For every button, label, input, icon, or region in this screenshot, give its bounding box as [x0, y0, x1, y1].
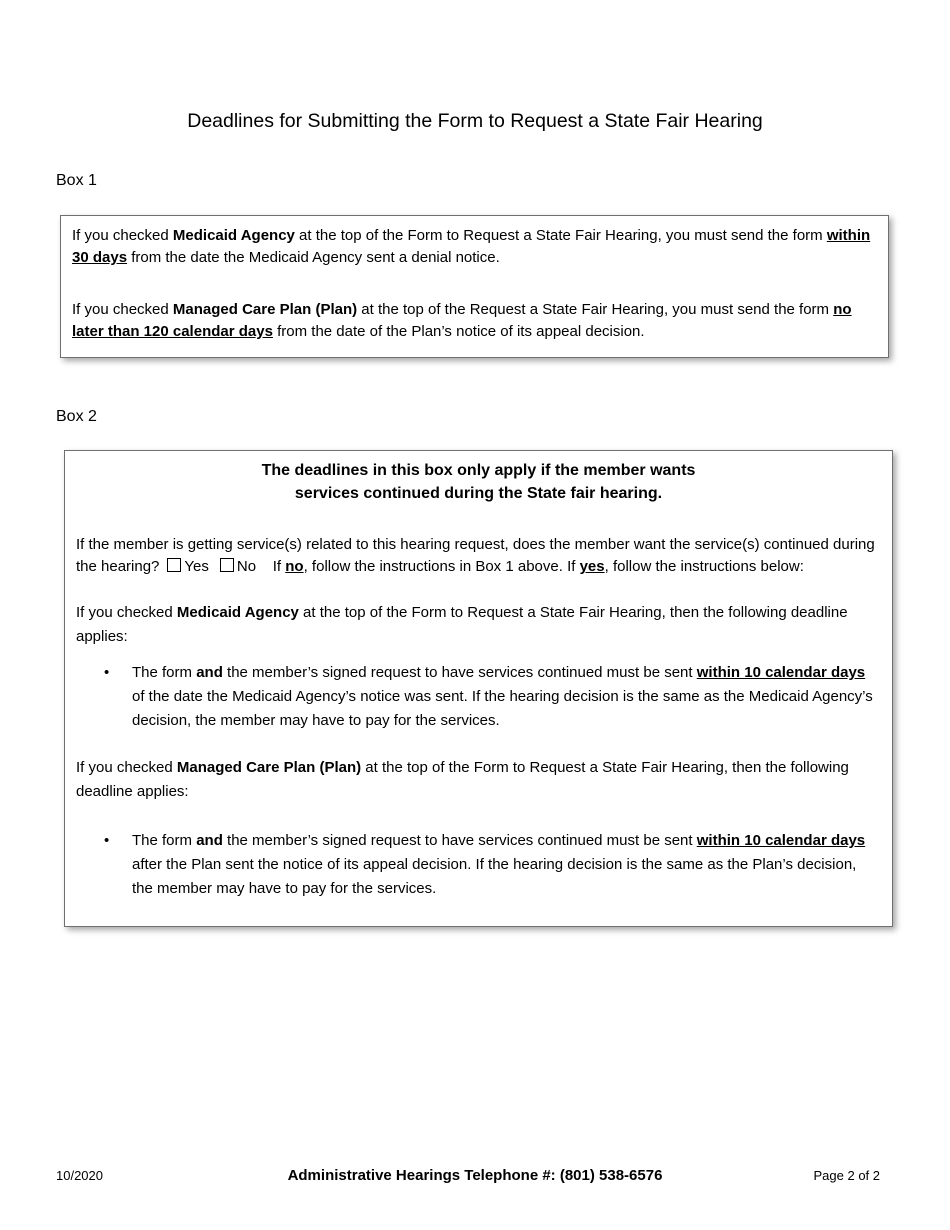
list-item	[76, 661, 881, 733]
text: at the top of the Request a State Fair Hearing, you must send the form	[357, 301, 834, 318]
text: at the top of the Form to Request a State Fair Hearing, then the following deadline applies:	[76, 759, 849, 800]
text: the member’s signed request to have services continued must be sent	[222, 832, 697, 849]
bullet-icon: •	[104, 832, 110, 849]
text: If you checked	[76, 759, 177, 776]
bold-text: and	[196, 664, 223, 681]
box2-label: Box 2	[56, 408, 97, 425]
text: If you checked	[76, 604, 177, 621]
footer-page-number: Page 2 of 2	[813, 1168, 880, 1183]
text: from the date of the Plan’s notice of its appeal decision.	[272, 323, 645, 340]
box2	[64, 450, 893, 927]
yes-label: Yes	[184, 558, 209, 575]
bold-text: Medicaid Agency	[176, 604, 299, 621]
text: at the top of the Form to Request a State Fair Hearing, then the following deadline applies:	[76, 604, 848, 645]
text: at the top of the Form to Request a State Fair Hearing, you must send the form	[294, 227, 827, 244]
deadline-text: no later than 120 calendar days	[72, 301, 852, 340]
text: after the Plan sent the notice of its appeal decision. If the hearing decision is the same as the Plan’s decision, the member may have to pay for the services.	[132, 856, 857, 897]
bullet-list	[76, 829, 881, 901]
text: from the date the Medicaid Agency sent a denial notice.	[127, 249, 500, 266]
list-item	[76, 829, 881, 901]
no-label: No	[236, 558, 257, 575]
deadline-text: within 30 days	[72, 227, 871, 266]
box2-paragraph-medicaid	[76, 601, 881, 649]
heading-line: services continued during the State fair hearing.	[294, 485, 663, 502]
bold-text: Medicaid Agency	[172, 227, 295, 244]
deadline-text: within 10 calendar days	[696, 832, 866, 849]
box2-question	[76, 534, 881, 578]
bold-text: Managed Care Plan (Plan)	[172, 301, 358, 318]
no-emphasis: no	[285, 558, 304, 575]
bold-text: Managed Care Plan (Plan)	[176, 759, 362, 776]
no-checkbox[interactable]	[220, 558, 234, 572]
bullet-list	[76, 661, 881, 733]
text: the member’s signed request to have services continued must be sent	[222, 664, 697, 681]
page-title: Deadlines for Submitting the Form to Request a State Fair Hearing	[187, 110, 763, 132]
text: If	[272, 558, 286, 575]
text: of the date the Medicaid Agency’s notice was sent. If the hearing decision is the same as the Medicaid Agency’s decision, the member may have to pay for the services.	[132, 688, 873, 729]
text: The form	[132, 664, 197, 681]
box2-paragraph-plan	[76, 756, 881, 804]
box1-paragraph-plan	[72, 299, 877, 343]
text: The form	[132, 832, 197, 849]
text: If you checked	[72, 301, 173, 318]
box1	[60, 215, 889, 358]
box2-heading	[76, 459, 881, 505]
heading-line: The deadlines in this box only apply if the member wants	[261, 462, 696, 479]
footer-phone: Administrative Hearings Telephone #: (801) 538-6576	[287, 1167, 663, 1184]
yes-checkbox[interactable]	[167, 558, 181, 572]
bullet-icon: •	[104, 664, 110, 681]
footer-date: 10/2020	[56, 1168, 103, 1183]
box1-paragraph-medicaid	[72, 225, 877, 269]
bold-text: and	[196, 832, 223, 849]
text: If you checked	[72, 227, 173, 244]
deadline-text: within 10 calendar days	[696, 664, 866, 681]
text: If the member is getting service(s) related to this hearing request, does the member want the service(s) continued during the hearing?	[76, 536, 875, 575]
box1-label: Box 1	[56, 172, 97, 189]
text: , follow the instructions in Box 1 above. If	[303, 558, 580, 575]
text: , follow the instructions below:	[604, 558, 804, 575]
yes-emphasis: yes	[579, 558, 605, 575]
